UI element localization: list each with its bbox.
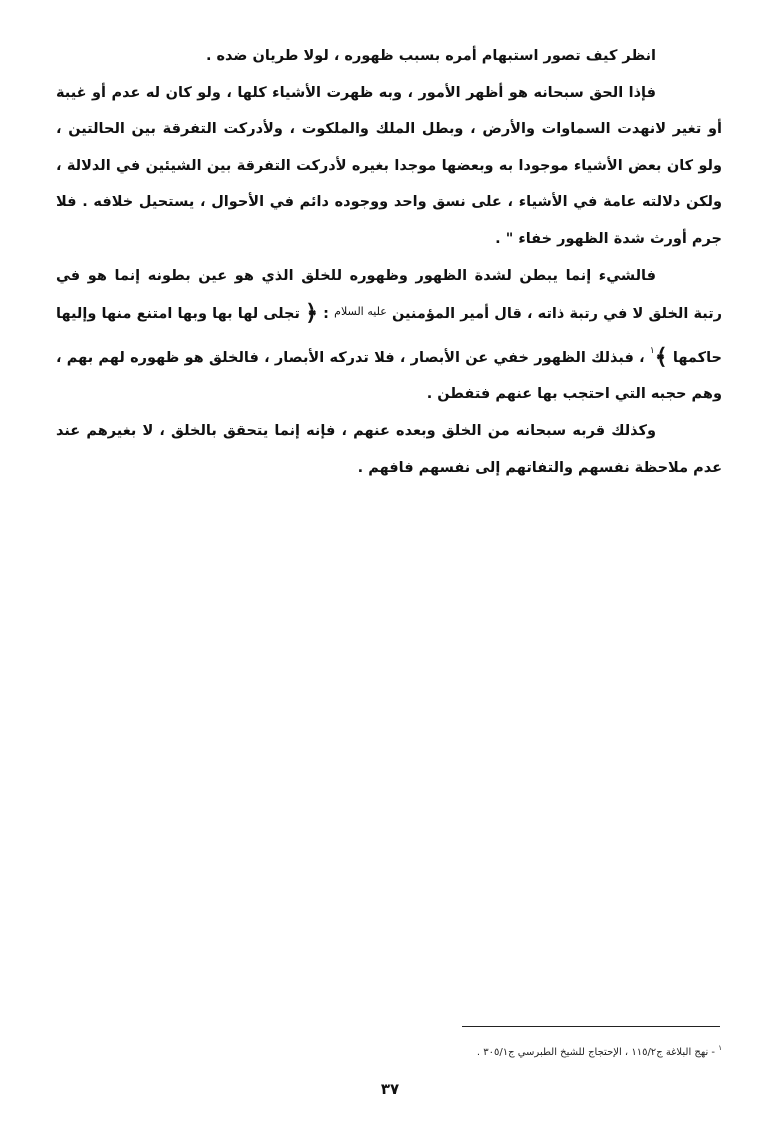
paragraph-3-text-start: فالشيء إنما يبطن لشدة الظهور وظهوره للخلق الذي هو عين بطونه إنما هو في رتبة الخلق لا في رتبة ذاته ، قال أمير المؤمنين (56, 267, 722, 323)
main-text-block (56, 38, 722, 486)
paragraph-1 (56, 38, 722, 75)
footnote (380, 1040, 722, 1061)
paragraph-2-text: فإذا الحق سبحانه هو أظهر الأمور ، وبه ظهرت الأشياء كلها ، ولو كان له عدم أو غيبة أو تغير لانهدت السماوات والأرض ، وبطل الملك والملكوت ، ولأدركت التفرقة بين الحالتين ، ولو كان بعض الأشياء موجودا به وبعضها موجدا بغيره لأدركت التفرقة بين الشيئين في الدلالة ، ولكن دلالته عامة في الأشياء ، على نسق واحد ووجوده دائم في الأحوال ، يستحيل خلافه . فلا جرم أورث شدة الظهور خفاء " . (56, 84, 722, 247)
paragraph-4 (56, 413, 722, 486)
paragraph-1-text: انظر كيف تصور استبهام أمره بسبب ظهوره ، لولا طريان ضده . (205, 48, 656, 64)
page-number: ٣٧ (380, 1080, 400, 1098)
footnote-divider (462, 1026, 720, 1027)
paragraph-2 (56, 75, 722, 258)
paragraph-3-text-end: ، فبذلك الظهور خفي عن الأبصار ، فلا تدركه الأبصار ، فالخلق هو ظهوره لهم بهم ، وهم حجبه التي احتجب بها عنهم فتفطن . (56, 349, 722, 403)
paragraph-4-text: وكذلك قربه سبحانه من الخلق وبعده عنهم ، فإنه إنما يتحقق بالخلق ، لا بغيرهم عند عدم ملاحظة نفسهم والتفاتهم إلى نفسهم فافهم . (56, 422, 722, 476)
quote-text: تجلى لها بها وبها امتنع منها وإليها حاكمها (56, 306, 722, 366)
paragraph-3-colon: : (323, 306, 335, 323)
footnote-text: - نهج البلاغة ج١١٥/٢ ، الإحتجاج للشيخ الطبرسي ج٣٠٥/١ . (476, 1047, 716, 1058)
paragraph-3 (56, 258, 722, 413)
footnote-reference[interactable]: ١ (649, 345, 655, 356)
quote-close-bracket: ﴾ (654, 344, 668, 370)
honorific-alayhi-salam: عليه السلام (334, 305, 387, 319)
quote-open-bracket: ﴿ (305, 301, 318, 327)
footnote-mark: ١ (718, 1044, 722, 1052)
